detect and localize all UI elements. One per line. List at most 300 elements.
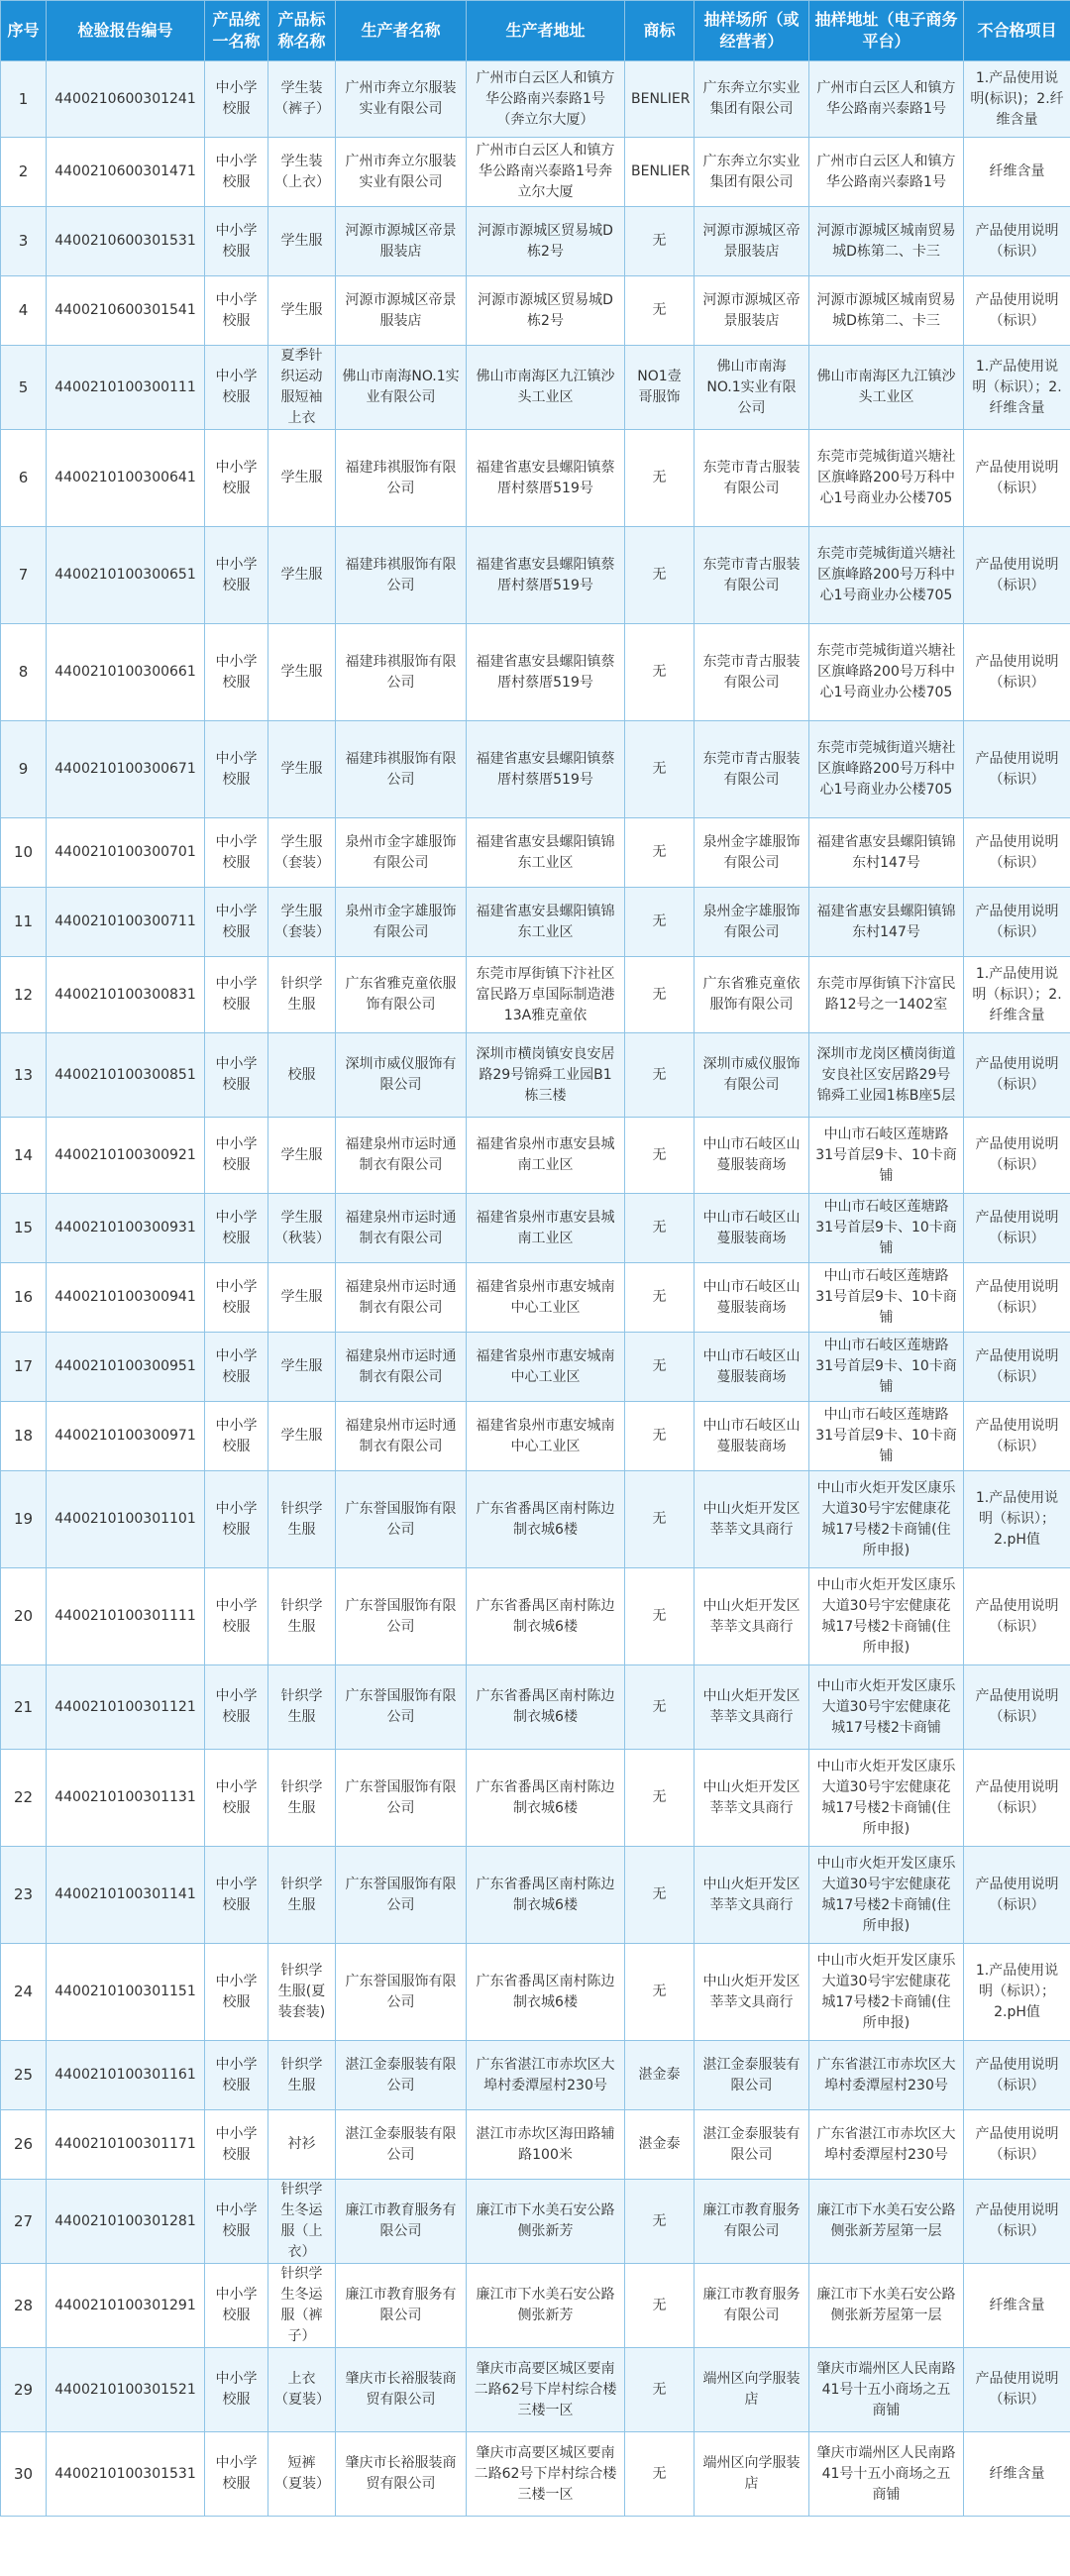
- product-name-cell: 中小学校服: [205, 276, 268, 346]
- sampling-address-cell: 中山市石岐区莲塘路31号首层9卡、10卡商铺: [809, 1333, 964, 1402]
- manufacturer-address-cell: 福建省惠安县螺阳镇锦东工业区: [467, 818, 625, 888]
- report-id-cell: 4400210600301541: [47, 276, 205, 346]
- report-id-cell: 4400210100300941: [47, 1263, 205, 1333]
- header-cell: 产品统一名称: [205, 1, 268, 61]
- row-number-cell: 2: [1, 138, 47, 207]
- header-cell: 序号: [1, 1, 47, 61]
- sampling-place-cell: 泉州金字雄服饰有限公司: [695, 888, 809, 957]
- sampling-place-cell: 中山市石岐区山蔓服装商场: [695, 1333, 809, 1402]
- unqualified-items-cell: 1.产品使用说明（标识）；2.pH值: [964, 1471, 1070, 1568]
- trademark-cell: 无: [625, 818, 695, 888]
- trademark-cell: 无: [625, 721, 695, 818]
- manufacturer-address-cell: 福建省泉州市惠安城南中心工业区: [467, 1263, 625, 1333]
- sampling-place-cell: 端州区向学服装店: [695, 2348, 809, 2432]
- header-cell: 检验报告编号: [47, 1, 205, 61]
- row-number-cell: 4: [1, 276, 47, 346]
- table-row: [1, 61, 1070, 138]
- report-id-cell: 4400210600301241: [47, 61, 205, 138]
- table-row: [1, 138, 1070, 207]
- table-row: [1, 2432, 1070, 2517]
- row-number-cell: 13: [1, 1033, 47, 1118]
- trademark-cell: 无: [625, 624, 695, 721]
- product-name-cell: 中小学校服: [205, 138, 268, 207]
- row-number-cell: 22: [1, 1750, 47, 1847]
- row-number-cell: 19: [1, 1471, 47, 1568]
- manufacturer-cell: 福建玮祺服饰有限公司: [336, 721, 467, 818]
- sampling-address-cell: 廉江市下水美石安公路侧张新芳屋第一层: [809, 2180, 964, 2264]
- manufacturer-address-cell: 东莞市厚街镇下汴社区富民路万卓国际制造港13A雅克童依: [467, 957, 625, 1033]
- manufacturer-cell: 广东誉国服饰有限公司: [336, 1847, 467, 1944]
- table-row: [1, 2041, 1070, 2110]
- sampling-address-cell: 福建省惠安县螺阳镇锦东村147号: [809, 888, 964, 957]
- nominal-name-cell: 针织学生服(夏装套装): [268, 1944, 336, 2041]
- manufacturer-cell: 泉州市金字雄服饰有限公司: [336, 888, 467, 957]
- unqualified-items-cell: 产品使用说明（标识）: [964, 1118, 1070, 1194]
- manufacturer-address-cell: 河源市源城区贸易城D栋2号: [467, 276, 625, 346]
- unqualified-items-cell: 产品使用说明（标识）: [964, 888, 1070, 957]
- trademark-cell: 无: [625, 276, 695, 346]
- unqualified-items-cell: 1.产品使用说明（标识）；2.纤维含量: [964, 346, 1070, 430]
- table-row: [1, 207, 1070, 276]
- report-id-cell: 4400210100301141: [47, 1847, 205, 1944]
- row-number-cell: 24: [1, 1944, 47, 2041]
- table-row: [1, 1333, 1070, 1402]
- report-id-cell: 4400210100301531: [47, 2432, 205, 2517]
- sampling-place-cell: 河源市源城区帝景服装店: [695, 207, 809, 276]
- sampling-address-cell: 东莞市莞城街道兴塘社区旗峰路200号万科中心1号商业办公楼705: [809, 721, 964, 818]
- sampling-address-cell: 佛山市南海区九江镇沙头工业区: [809, 346, 964, 430]
- row-number-cell: 14: [1, 1118, 47, 1194]
- sampling-place-cell: 端州区向学服装店: [695, 2432, 809, 2517]
- unqualified-items-cell: 产品使用说明（标识）: [964, 527, 1070, 624]
- table-row: [1, 1847, 1070, 1944]
- header-cell: 商标: [625, 1, 695, 61]
- nominal-name-cell: 学生装（上衣）: [268, 138, 336, 207]
- sampling-address-cell: 中山市石岐区莲塘路31号首层9卡、10卡商铺: [809, 1263, 964, 1333]
- header-cell: 生产者地址: [467, 1, 625, 61]
- nominal-name-cell: 学生服: [268, 624, 336, 721]
- trademark-cell: 无: [625, 2180, 695, 2264]
- manufacturer-address-cell: 福建省惠安县螺阳镇蔡厝村蔡厝519号: [467, 430, 625, 527]
- row-number-cell: 28: [1, 2264, 47, 2348]
- row-number-cell: 9: [1, 721, 47, 818]
- trademark-cell: 无: [625, 207, 695, 276]
- sampling-place-cell: 廉江市教育服务有限公司: [695, 2264, 809, 2348]
- report-id-cell: 4400210100300671: [47, 721, 205, 818]
- sampling-place-cell: 中山火炬开发区莘莘文具商行: [695, 1847, 809, 1944]
- report-id-cell: 4400210100300951: [47, 1333, 205, 1402]
- sampling-place-cell: 泉州金字雄服饰有限公司: [695, 818, 809, 888]
- trademark-cell: 无: [625, 527, 695, 624]
- trademark-cell: 无: [625, 1471, 695, 1568]
- sampling-address-cell: 肇庆市端州区人民南路41号十五小商场之五商铺: [809, 2348, 964, 2432]
- sampling-address-cell: 中山市火炬开发区康乐大道30号宇宏健康花城17号楼2卡商铺(住所申报): [809, 1847, 964, 1944]
- nominal-name-cell: 针织学生冬运服（上衣）: [268, 2180, 336, 2264]
- sampling-address-cell: 中山市火炬开发区康乐大道30号宇宏健康花城17号楼2卡商铺(住所申报): [809, 1750, 964, 1847]
- table-row: [1, 957, 1070, 1033]
- trademark-cell: 湛金泰: [625, 2041, 695, 2110]
- sampling-address-cell: 东莞市莞城街道兴塘社区旗峰路200号万科中心1号商业办公楼705: [809, 624, 964, 721]
- row-number-cell: 11: [1, 888, 47, 957]
- product-name-cell: 中小学校服: [205, 61, 268, 138]
- manufacturer-cell: 广东誉国服饰有限公司: [336, 1471, 467, 1568]
- trademark-cell: 无: [625, 1750, 695, 1847]
- manufacturer-cell: 福建泉州市运时通制衣有限公司: [336, 1263, 467, 1333]
- table-row: [1, 430, 1070, 527]
- header-cell: 不合格项目: [964, 1, 1070, 61]
- nominal-name-cell: 校服: [268, 1033, 336, 1118]
- manufacturer-cell: 广东誉国服饰有限公司: [336, 1665, 467, 1750]
- row-number-cell: 7: [1, 527, 47, 624]
- unqualified-items-cell: 产品使用说明（标识）: [964, 2041, 1070, 2110]
- product-name-cell: 中小学校服: [205, 2348, 268, 2432]
- manufacturer-address-cell: 河源市源城区贸易城D栋2号: [467, 207, 625, 276]
- trademark-cell: 无: [625, 1847, 695, 1944]
- row-number-cell: 15: [1, 1194, 47, 1263]
- manufacturer-address-cell: 广东省番禺区南村陈边制衣城6楼: [467, 1944, 625, 2041]
- sampling-place-cell: 深圳市威仪服饰有限公司: [695, 1033, 809, 1118]
- unqualified-items-cell: 产品使用说明（标识）: [964, 1750, 1070, 1847]
- manufacturer-address-cell: 福建省泉州市惠安城南中心工业区: [467, 1402, 625, 1471]
- product-name-cell: 中小学校服: [205, 346, 268, 430]
- sampling-place-cell: 中山火炬开发区莘莘文具商行: [695, 1568, 809, 1665]
- unqualified-items-cell: 1.产品使用说明(标识)；2.纤维含量: [964, 61, 1070, 138]
- nominal-name-cell: 学生服: [268, 527, 336, 624]
- trademark-cell: 无: [625, 1194, 695, 1263]
- table-row: [1, 1665, 1070, 1750]
- nominal-name-cell: 针织学生服: [268, 1568, 336, 1665]
- trademark-cell: 无: [625, 1333, 695, 1402]
- manufacturer-address-cell: 福建省泉州市惠安县城南工业区: [467, 1194, 625, 1263]
- product-name-cell: 中小学校服: [205, 957, 268, 1033]
- row-number-cell: 30: [1, 2432, 47, 2517]
- report-id-cell: 4400210100300921: [47, 1118, 205, 1194]
- sampling-place-cell: 河源市源城区帝景服装店: [695, 276, 809, 346]
- unqualified-items-cell: 产品使用说明（标识）: [964, 818, 1070, 888]
- unqualified-items-cell: 纤维含量: [964, 2432, 1070, 2517]
- row-number-cell: 21: [1, 1665, 47, 1750]
- trademark-cell: BENLIER: [625, 138, 695, 207]
- report-id-cell: 4400210100300971: [47, 1402, 205, 1471]
- report-id-cell: 4400210100300641: [47, 430, 205, 527]
- table-row: [1, 1194, 1070, 1263]
- sampling-place-cell: 东莞市青古服装有限公司: [695, 527, 809, 624]
- manufacturer-cell: 广东誉国服饰有限公司: [336, 1944, 467, 2041]
- manufacturer-address-cell: 廉江市下水美石安公路侧张新芳: [467, 2180, 625, 2264]
- unqualified-items-cell: 1.产品使用说明（标识）；2.pH值: [964, 1944, 1070, 2041]
- product-name-cell: 中小学校服: [205, 888, 268, 957]
- manufacturer-address-cell: 佛山市南海区九江镇沙头工业区: [467, 346, 625, 430]
- trademark-cell: 无: [625, 1263, 695, 1333]
- report-id-cell: 4400210100301151: [47, 1944, 205, 2041]
- manufacturer-address-cell: 福建省泉州市惠安城南中心工业区: [467, 1333, 625, 1402]
- product-name-cell: 中小学校服: [205, 1847, 268, 1944]
- sampling-place-cell: 东莞市青古服装有限公司: [695, 624, 809, 721]
- sampling-address-cell: 东莞市莞城街道兴塘社区旗峰路200号万科中心1号商业办公楼705: [809, 430, 964, 527]
- manufacturer-cell: 肇庆市长裕服装商贸有限公司: [336, 2432, 467, 2517]
- table-row: [1, 624, 1070, 721]
- trademark-cell: 无: [625, 1665, 695, 1750]
- table-row: [1, 1033, 1070, 1118]
- product-name-cell: 中小学校服: [205, 1033, 268, 1118]
- row-number-cell: 12: [1, 957, 47, 1033]
- unqualified-items-cell: 产品使用说明（标识）: [964, 2180, 1070, 2264]
- unqualified-items-cell: 产品使用说明（标识）: [964, 1263, 1070, 1333]
- manufacturer-cell: 福建玮祺服饰有限公司: [336, 527, 467, 624]
- sampling-address-cell: 中山市火炬开发区康乐大道30号宇宏健康花城17号楼2卡商铺(住所申报): [809, 1944, 964, 2041]
- manufacturer-address-cell: 福建省惠安县螺阳镇锦东工业区: [467, 888, 625, 957]
- product-name-cell: 中小学校服: [205, 721, 268, 818]
- nominal-name-cell: 针织学生服: [268, 957, 336, 1033]
- nominal-name-cell: 衬衫: [268, 2110, 336, 2180]
- table-row: [1, 1568, 1070, 1665]
- sampling-address-cell: 深圳市龙岗区横岗街道安良社区安居路29号锦舜工业园1栋B座5层: [809, 1033, 964, 1118]
- table-row: [1, 1471, 1070, 1568]
- manufacturer-address-cell: 广东省番禺区南村陈边制衣城6楼: [467, 1750, 625, 1847]
- unqualified-items-cell: 纤维含量: [964, 138, 1070, 207]
- row-number-cell: 3: [1, 207, 47, 276]
- product-name-cell: 中小学校服: [205, 624, 268, 721]
- sampling-address-cell: 廉江市下水美石安公路侧张新芳屋第一层: [809, 2264, 964, 2348]
- unqualified-items-cell: 产品使用说明（标识）: [964, 1402, 1070, 1471]
- manufacturer-address-cell: 广东省湛江市赤坎区大埠村委潭屋村230号: [467, 2041, 625, 2110]
- manufacturer-address-cell: 广州市白云区人和镇方华公路南兴泰路1号（奔立尔大厦）: [467, 61, 625, 138]
- sampling-address-cell: 广州市白云区人和镇方华公路南兴泰路1号: [809, 138, 964, 207]
- table-row: [1, 276, 1070, 346]
- table-row: [1, 2180, 1070, 2264]
- report-id-cell: 4400210100300851: [47, 1033, 205, 1118]
- product-name-cell: 中小学校服: [205, 1333, 268, 1402]
- report-id-cell: 4400210100301111: [47, 1568, 205, 1665]
- sampling-address-cell: 东莞市厚街镇下汴富民路12号之一1402室: [809, 957, 964, 1033]
- trademark-cell: 无: [625, 2348, 695, 2432]
- table-row: [1, 2110, 1070, 2180]
- nominal-name-cell: 学生服: [268, 1402, 336, 1471]
- table-row: [1, 1944, 1070, 2041]
- manufacturer-cell: 湛江金泰服装有限公司: [336, 2041, 467, 2110]
- unqualified-items-cell: 产品使用说明（标识）: [964, 1333, 1070, 1402]
- row-number-cell: 1: [1, 61, 47, 138]
- table-row: [1, 818, 1070, 888]
- manufacturer-cell: 河源市源城区帝景服装店: [336, 207, 467, 276]
- report-id-cell: 4400210600301531: [47, 207, 205, 276]
- manufacturer-cell: 河源市源城区帝景服装店: [336, 276, 467, 346]
- sampling-place-cell: 东莞市青古服装有限公司: [695, 721, 809, 818]
- row-number-cell: 16: [1, 1263, 47, 1333]
- product-name-cell: 中小学校服: [205, 430, 268, 527]
- product-name-cell: 中小学校服: [205, 2110, 268, 2180]
- sampling-place-cell: 湛江金泰服装有限公司: [695, 2041, 809, 2110]
- trademark-cell: 无: [625, 1568, 695, 1665]
- manufacturer-address-cell: 深圳市横岗镇安良安居路29号锦舜工业园B1栋三楼: [467, 1033, 625, 1118]
- nominal-name-cell: 学生装（裤子）: [268, 61, 336, 138]
- nominal-name-cell: 针织学生冬运服（裤子）: [268, 2264, 336, 2348]
- header-cell: 抽样地址（电子商务平台）: [809, 1, 964, 61]
- sampling-address-cell: 肇庆市端州区人民南路41号十五小商场之五商铺: [809, 2432, 964, 2517]
- sampling-address-cell: 中山市火炬开发区康乐大道30号宇宏健康花城17号楼2卡商铺: [809, 1665, 964, 1750]
- product-name-cell: 中小学校服: [205, 1194, 268, 1263]
- manufacturer-cell: 廉江市教育服务有限公司: [336, 2180, 467, 2264]
- report-id-cell: 4400210100300711: [47, 888, 205, 957]
- table-body: [1, 61, 1070, 2517]
- nominal-name-cell: 学生服（套装）: [268, 888, 336, 957]
- row-number-cell: 5: [1, 346, 47, 430]
- manufacturer-cell: 广东誉国服饰有限公司: [336, 1750, 467, 1847]
- unqualified-items-cell: 产品使用说明（标识）: [964, 624, 1070, 721]
- manufacturer-cell: 佛山市南海NO.1实业有限公司: [336, 346, 467, 430]
- report-id-cell: 4400210600301471: [47, 138, 205, 207]
- manufacturer-address-cell: 广东省番禺区南村陈边制衣城6楼: [467, 1847, 625, 1944]
- manufacturer-cell: 福建玮祺服饰有限公司: [336, 430, 467, 527]
- sampling-address-cell: 中山市火炬开发区康乐大道30号宇宏健康花城17号楼2卡商铺(住所申报): [809, 1568, 964, 1665]
- product-name-cell: 中小学校服: [205, 2180, 268, 2264]
- trademark-cell: 无: [625, 888, 695, 957]
- manufacturer-address-cell: 廉江市下水美石安公路侧张新芳: [467, 2264, 625, 2348]
- trademark-cell: 无: [625, 430, 695, 527]
- product-name-cell: 中小学校服: [205, 1944, 268, 2041]
- manufacturer-address-cell: 福建省惠安县螺阳镇蔡厝村蔡厝519号: [467, 624, 625, 721]
- nominal-name-cell: 学生服: [268, 207, 336, 276]
- nominal-name-cell: 学生服: [268, 276, 336, 346]
- manufacturer-cell: 福建泉州市运时通制衣有限公司: [336, 1333, 467, 1402]
- manufacturer-cell: 福建泉州市运时通制衣有限公司: [336, 1402, 467, 1471]
- nominal-name-cell: 针织学生服: [268, 1847, 336, 1944]
- sampling-place-cell: 中山市石岐区山蔓服装商场: [695, 1402, 809, 1471]
- row-number-cell: 20: [1, 1568, 47, 1665]
- unqualified-items-cell: 产品使用说明（标识）: [964, 207, 1070, 276]
- trademark-cell: 无: [625, 2264, 695, 2348]
- nominal-name-cell: 学生服: [268, 1118, 336, 1194]
- product-name-cell: 中小学校服: [205, 818, 268, 888]
- table-row: [1, 1263, 1070, 1333]
- report-id-cell: 4400210100301291: [47, 2264, 205, 2348]
- product-name-cell: 中小学校服: [205, 527, 268, 624]
- sampling-place-cell: 中山市石岐区山蔓服装商场: [695, 1194, 809, 1263]
- nominal-name-cell: 针织学生服: [268, 2041, 336, 2110]
- product-name-cell: 中小学校服: [205, 1568, 268, 1665]
- manufacturer-cell: 福建泉州市运时通制衣有限公司: [336, 1194, 467, 1263]
- table-row: [1, 2348, 1070, 2432]
- report-id-cell: 4400210100300661: [47, 624, 205, 721]
- manufacturer-cell: 广东誉国服饰有限公司: [336, 1568, 467, 1665]
- product-name-cell: 中小学校服: [205, 2264, 268, 2348]
- unqualified-items-cell: 产品使用说明（标识）: [964, 1847, 1070, 1944]
- nominal-name-cell: 学生服: [268, 1333, 336, 1402]
- trademark-cell: 无: [625, 2432, 695, 2517]
- header-cell: 产品标称名称: [268, 1, 336, 61]
- nominal-name-cell: 学生服（套装）: [268, 818, 336, 888]
- unqualified-items-cell: 产品使用说明（标识）: [964, 2110, 1070, 2180]
- sampling-place-cell: 广东省雅克童依服饰有限公司: [695, 957, 809, 1033]
- manufacturer-address-cell: 肇庆市高要区城区要南二路62号下岸村综合楼三楼一区: [467, 2348, 625, 2432]
- header-cell: 生产者名称: [336, 1, 467, 61]
- report-id-cell: 4400210100301161: [47, 2041, 205, 2110]
- nominal-name-cell: 短裤（夏装）: [268, 2432, 336, 2517]
- sampling-address-cell: 福建省惠安县螺阳镇锦东村147号: [809, 818, 964, 888]
- manufacturer-cell: 肇庆市长裕服装商贸有限公司: [336, 2348, 467, 2432]
- manufacturer-address-cell: 福建省惠安县螺阳镇蔡厝村蔡厝519号: [467, 721, 625, 818]
- manufacturer-cell: 湛江金泰服装有限公司: [336, 2110, 467, 2180]
- table-row: [1, 527, 1070, 624]
- sampling-place-cell: 中山火炬开发区莘莘文具商行: [695, 1750, 809, 1847]
- table-row: [1, 721, 1070, 818]
- sampling-place-cell: 廉江市教育服务有限公司: [695, 2180, 809, 2264]
- product-name-cell: 中小学校服: [205, 1263, 268, 1333]
- sampling-place-cell: 中山市石岐区山蔓服装商场: [695, 1263, 809, 1333]
- table-row: [1, 2264, 1070, 2348]
- product-name-cell: 中小学校服: [205, 1118, 268, 1194]
- table-row: [1, 1402, 1070, 1471]
- trademark-cell: BENLIER: [625, 61, 695, 138]
- sampling-address-cell: 中山市石岐区莲塘路31号首层9卡、10卡商铺: [809, 1118, 964, 1194]
- sampling-address-cell: 河源市源城区城南贸易城D栋第二、卡三: [809, 276, 964, 346]
- product-name-cell: 中小学校服: [205, 1665, 268, 1750]
- report-id-cell: 4400210100301521: [47, 2348, 205, 2432]
- sampling-address-cell: 东莞市莞城街道兴塘社区旗峰路200号万科中心1号商业办公楼705: [809, 527, 964, 624]
- nominal-name-cell: 针织学生服: [268, 1471, 336, 1568]
- unqualified-items-cell: 产品使用说明（标识）: [964, 721, 1070, 818]
- row-number-cell: 29: [1, 2348, 47, 2432]
- product-name-cell: 中小学校服: [205, 1750, 268, 1847]
- manufacturer-cell: 福建泉州市运时通制衣有限公司: [336, 1118, 467, 1194]
- table-row: [1, 888, 1070, 957]
- nominal-name-cell: 学生服: [268, 721, 336, 818]
- product-name-cell: 中小学校服: [205, 1402, 268, 1471]
- trademark-cell: NO1壹哥服饰: [625, 346, 695, 430]
- sampling-place-cell: 中山市石岐区山蔓服装商场: [695, 1118, 809, 1194]
- product-name-cell: 中小学校服: [205, 2432, 268, 2517]
- sampling-place-cell: 中山火炬开发区莘莘文具商行: [695, 1944, 809, 2041]
- manufacturer-address-cell: 福建省泉州市惠安县城南工业区: [467, 1118, 625, 1194]
- manufacturer-cell: 福建玮祺服饰有限公司: [336, 624, 467, 721]
- manufacturer-address-cell: 广东省番禺区南村陈边制衣城6楼: [467, 1665, 625, 1750]
- unqualified-items-cell: 纤维含量: [964, 2264, 1070, 2348]
- trademark-cell: 无: [625, 1944, 695, 2041]
- report-id-cell: 4400210100300701: [47, 818, 205, 888]
- manufacturer-address-cell: 广东省番禺区南村陈边制衣城6楼: [467, 1568, 625, 1665]
- report-id-cell: 4400210100301131: [47, 1750, 205, 1847]
- header-row: [1, 1, 1070, 61]
- row-number-cell: 6: [1, 430, 47, 527]
- manufacturer-address-cell: 福建省惠安县螺阳镇蔡厝村蔡厝519号: [467, 527, 625, 624]
- row-number-cell: 26: [1, 2110, 47, 2180]
- unqualified-items-cell: 1.产品使用说明（标识）；2.纤维含量: [964, 957, 1070, 1033]
- report-id-cell: 4400210100301101: [47, 1471, 205, 1568]
- sampling-place-cell: 东莞市青古服装有限公司: [695, 430, 809, 527]
- manufacturer-cell: 广州市奔立尔服装实业有限公司: [336, 61, 467, 138]
- row-number-cell: 8: [1, 624, 47, 721]
- unqualified-items-cell: 产品使用说明（标识）: [964, 430, 1070, 527]
- unqualified-items-cell: 产品使用说明（标识）: [964, 1033, 1070, 1118]
- sampling-place-cell: 佛山市南海NO.1实业有限公司: [695, 346, 809, 430]
- sampling-place-cell: 湛江金泰服装有限公司: [695, 2110, 809, 2180]
- report-id-cell: 4400210100300831: [47, 957, 205, 1033]
- row-number-cell: 27: [1, 2180, 47, 2264]
- table-row: [1, 1118, 1070, 1194]
- unqualified-items-cell: 产品使用说明（标识）: [964, 1665, 1070, 1750]
- report-id-cell: 4400210100301171: [47, 2110, 205, 2180]
- row-number-cell: 25: [1, 2041, 47, 2110]
- report-id-cell: 4400210100300931: [47, 1194, 205, 1263]
- manufacturer-cell: 深圳市威仪服饰有限公司: [336, 1033, 467, 1118]
- sampling-address-cell: 中山市火炬开发区康乐大道30号宇宏健康花城17号楼2卡商铺(住所申报): [809, 1471, 964, 1568]
- sampling-place-cell: 广东奔立尔实业集团有限公司: [695, 138, 809, 207]
- sampling-address-cell: 中山市石岐区莲塘路31号首层9卡、10卡商铺: [809, 1402, 964, 1471]
- row-number-cell: 23: [1, 1847, 47, 1944]
- manufacturer-address-cell: 湛江市赤坎区海田路辅路100米: [467, 2110, 625, 2180]
- product-name-cell: 中小学校服: [205, 2041, 268, 2110]
- sampling-address-cell: 广东省湛江市赤坎区大埠村委潭屋村230号: [809, 2041, 964, 2110]
